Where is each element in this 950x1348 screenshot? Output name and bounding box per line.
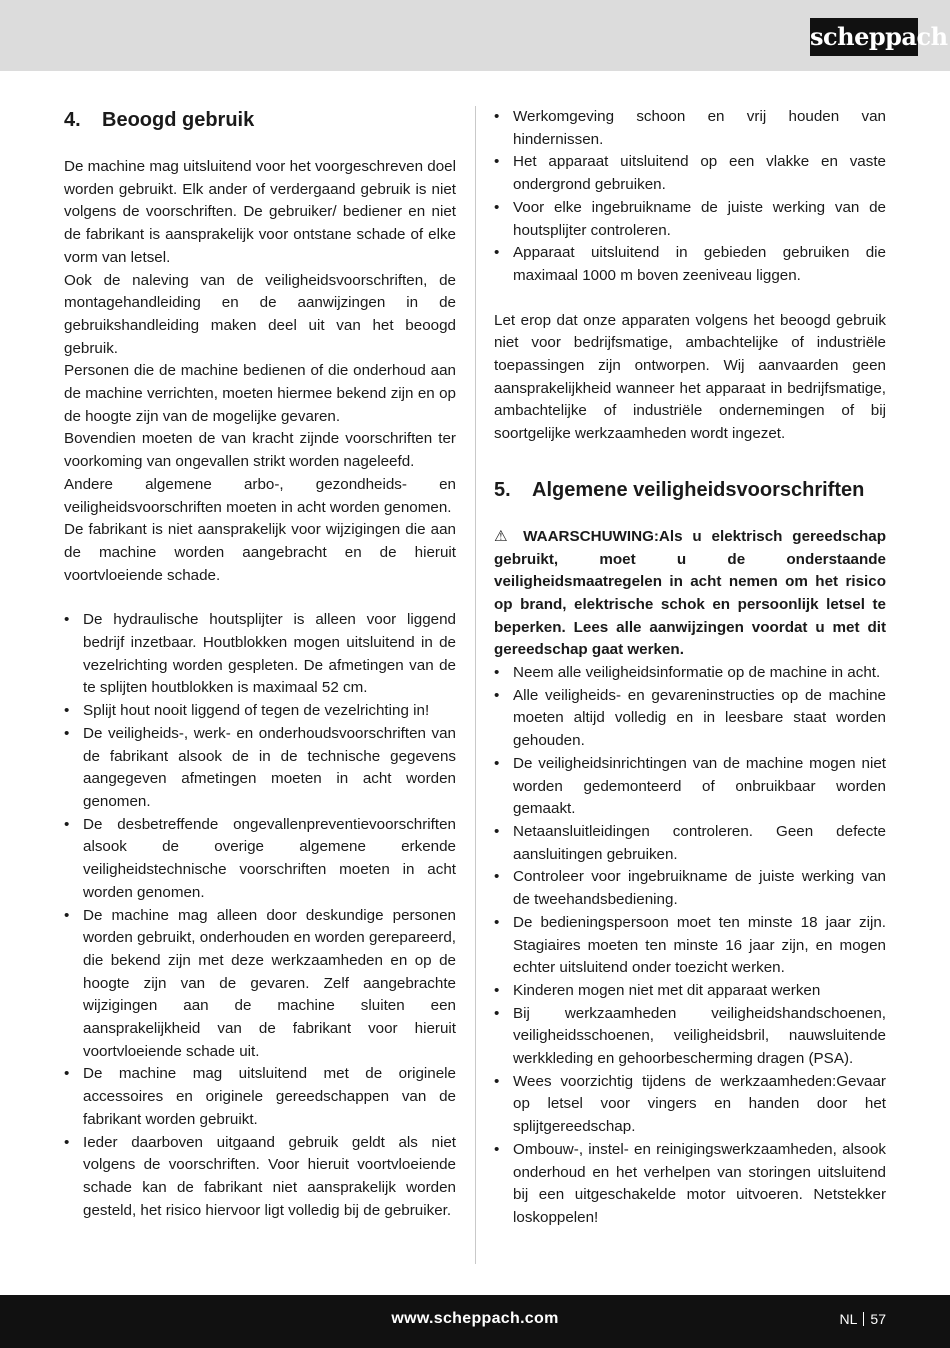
list-item: • De veiligheidsinrichtingen van de machine mogen niet worden gedemonteerd of onbruikbaar worden gemaakt.: [494, 753, 886, 821]
list-item: • Wees voorzichtig tijdens de werkzaamheden:Gevaar op letsel voor vingers en handen door het splijtgereedschap.: [494, 1071, 886, 1139]
list-item: • Alle veiligheids- en gevareninstructies op de machine moeten altijd volledig en in leesbare staat worden gehouden.: [494, 685, 886, 753]
scheppach-logo: scheppach: [810, 18, 918, 56]
paragraph: Andere algemene arbo-, gezondheids- en veiligheidsvoorschriften moeten in acht worden genomen.: [64, 475, 456, 516]
footer-bar: [0, 1295, 950, 1348]
list-item: • De machine mag alleen door deskundige personen worden gebruikt, onderhouden en worden gerepareerd, die bekend zijn met deze werkzaamheden en op de hoogte zijn van de gevaren. Zelf aangebrachte wijzigingen aan de machine sluiten een aansprakelijkheid van de fabrikant voor hieruit voortvloeiende schade uit.: [64, 905, 456, 1064]
closing-paragraph: Let erop dat onze apparaten volgens het beoogd gebruik niet voor bedrijfsmatige, ambachtelijke of industriële toepassingen zijn ontworpen. Wij aanvaarden geen aansprakelijkheid wanneer het apparaat in bedrijfsmatige, ambachtelijke of industriële ondernemingen of bij soortgelijke werkzaamheden wordt ingezet.: [494, 311, 886, 443]
paragraph: Ook de naleving van de veiligheidsvoorschriften, de montagehandleiding en de aanwijzingen in de gebruikshandleiding maken deel uit van het beoogd gebruik.: [64, 271, 456, 357]
paragraph: De fabrikant is niet aansprakelijk voor wijzigingen die aan de machine worden aangebracht en de hieruit voortvloeiende schade.: [64, 521, 456, 584]
list-item: • Ombouw-, instel- en reinigingswerkzaamheden, alsook onderhoud en het verhelpen van storingen uitsluitend bij een uitgeschakelde motor uitvoeren. Netstekker loskoppelen!: [494, 1139, 886, 1230]
spacer: [494, 288, 886, 310]
paragraph: Personen die de machine bedienen of die onderhoud aan de machine verrichten, moeten hiermee bekend zijn en op de hoogte zijn van de mogelijke gevaren.: [64, 362, 456, 425]
list-item: • Werkomgeving schoon en vrij houden van hindernissen.: [494, 106, 886, 151]
safety-list: [494, 662, 886, 1230]
list-item: • De desbetreffende ongevallenpreventievoorschriften alsook de overige algemene erkende veiligheidstechnische voorschriften moeten in acht worden genomen.: [64, 814, 456, 905]
right-column: [494, 106, 886, 1230]
warning-paragraph: [494, 526, 886, 662]
list-item: • Neem alle veiligheidsinformatie op de machine in acht.: [494, 662, 886, 685]
footer-url-link[interactable]: www.scheppach.com: [391, 1310, 559, 1327]
header-band: [0, 0, 950, 71]
warning-triangle-icon: ⚠: [494, 527, 514, 545]
list-item: • Het apparaat uitsluitend op een vlakke en vaste ondergrond gebruiken.: [494, 151, 886, 196]
left-column: [64, 106, 456, 1222]
list-item: • Voor elke ingebruikname de juiste werking van de houtsplijter controleren.: [494, 197, 886, 242]
spacer: [64, 587, 456, 609]
list-item: • Controleer voor ingebruikname de juiste werking van de tweehandsbediening.: [494, 866, 886, 911]
list-item: • Splijt hout nooit liggend of tegen de vezelrichting in!: [64, 700, 456, 723]
section-5-title: Algemene veiligheidsvoorschriften: [532, 478, 865, 501]
spacer: [64, 134, 456, 156]
page-indicator: [840, 1295, 886, 1343]
list-item: • Ieder daarboven uitgaand gebruik geldt als niet volgens de voorschriften. Voor hieruit voortvloeiende schade kan de fabrikant niet aansprakelijk worden gesteld, het risico hiervoor ligt volledig bij de gebruiker.: [64, 1132, 456, 1223]
list-item: • Apparaat uitsluitend in gebieden gebruiken die maximaal 1000 m boven zeeniveau liggen.: [494, 242, 886, 287]
intended-use-list-continued: [494, 106, 886, 288]
list-item: • Bij werkzaamheden veiligheidshandschoenen, veiligheidsschoenen, veiligheidsbril, nauwsluitende werkkleding en gehoorbescherming dragen (PSA).: [494, 1003, 886, 1071]
spacer: [494, 504, 886, 526]
paragraph: De machine mag uitsluitend voor het voorgeschreven doel worden gebruikt. Elk ander of verdergaand gebruik is niet volgens de voorschriften. De gebruiker/ bediener en niet de fabrikant is aansprakelijk voor ontstane schade of elke vorm van letsel.: [64, 158, 456, 266]
list-item: • De machine mag uitsluitend met de originele accessoires en originele gereedschappen van de fabrikant worden gebruikt.: [64, 1063, 456, 1131]
column-divider: [475, 106, 476, 1264]
section-4-title: Beoogd gebruik: [102, 109, 255, 131]
section-5-number: 5.: [494, 478, 511, 501]
warning-text: WAARSCHUWING:Als u elektrisch gereedschap gebruikt, moet u de onderstaande veiligheidsmaatregelen in acht nemen om het risico op brand, elektrische schok en persoonlijk letsel te beperken. Lees alle aanwijzingen voordat u met dit gereedschap gaat werken.: [494, 527, 886, 659]
list-item: • Kinderen mogen niet met dit apparaat werken: [494, 980, 886, 1003]
section-5-heading: [494, 476, 886, 504]
list-item: • Netaansluitleidingen controleren. Geen defecte aansluitingen gebruiken.: [494, 821, 886, 866]
page-number: 57: [870, 1311, 886, 1327]
language-code: NL: [839, 1311, 858, 1327]
list-item: • De hydraulische houtsplijter is alleen voor liggend bedrijf inzetbaar. Houtblokken mogen uitsluitend in de vezelrichting worden gespleten. De afmetingen van de te splijten houtblokken is maximaal 52 cm.: [64, 609, 456, 700]
intended-use-list: [64, 609, 456, 1222]
section-4-heading: [64, 106, 456, 134]
paragraph: Bovendien moeten de van kracht zijnde voorschriften ter voorkoming van ongevallen strikt worden nageleefd.: [64, 430, 456, 471]
list-item: • De bedieningspersoon moet ten minste 18 jaar zijn. Stagiaires moeten ten minste 16 jaar zijn, en mogen echter uitsluitend onder toezicht werken.: [494, 912, 886, 980]
spacer: [494, 446, 886, 476]
separator: [863, 1312, 864, 1326]
section-4-number: 4.: [64, 109, 81, 131]
list-item: • De veiligheids-, werk- en onderhoudsvoorschriften van de fabrikant alsook de in de technische gegevens aangegeven afmetingen moeten in acht worden genomen.: [64, 723, 456, 814]
